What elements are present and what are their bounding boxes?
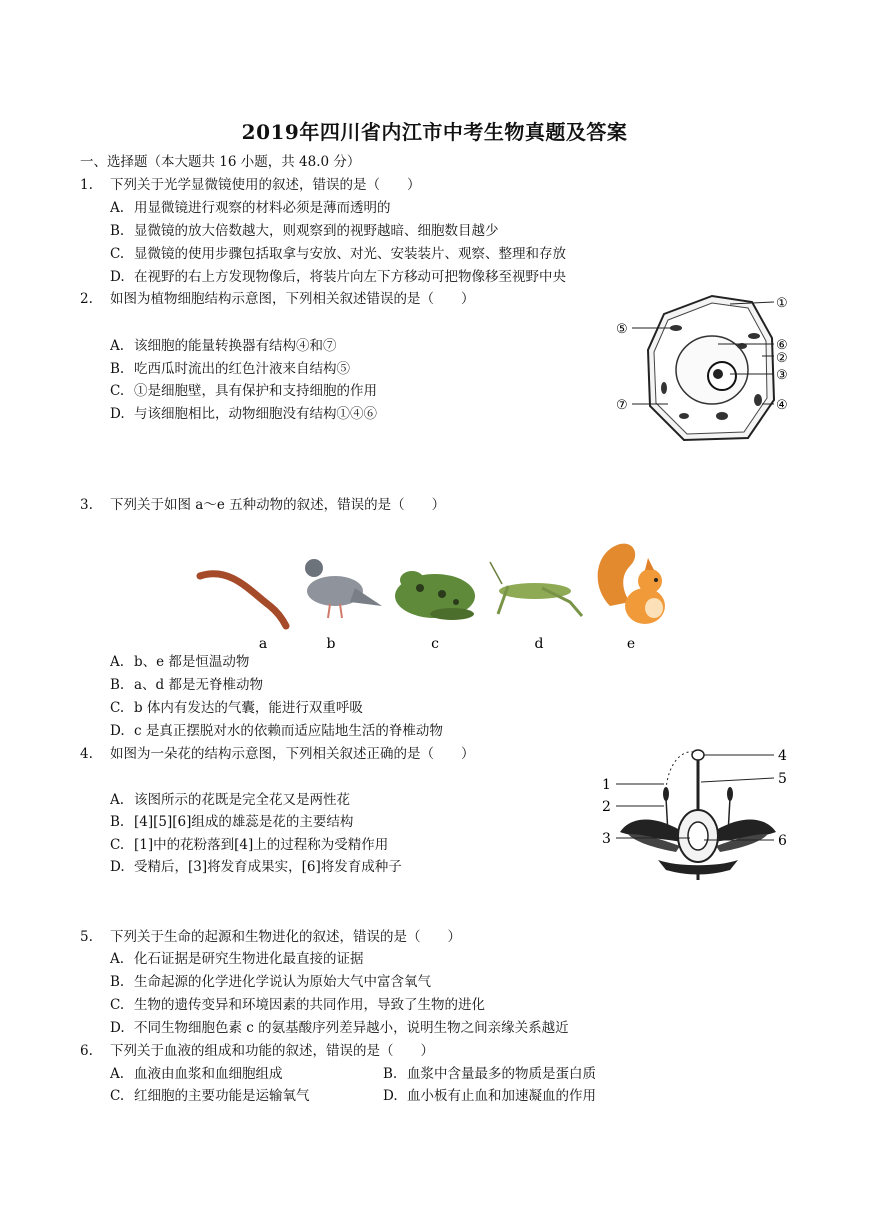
option-text: c 是真正摆脱对水的依赖而适应陆地生活的脊椎动物 (134, 723, 443, 739)
question-3-stem (80, 496, 445, 514)
earthworm-image (200, 574, 286, 626)
diagram-label: ⑤ (616, 322, 628, 337)
anther-right (727, 787, 733, 801)
diagram-label: ③ (776, 368, 788, 383)
page-title: 2019年四川省内江市中考生物真题及答案 (241, 120, 628, 144)
q1-option-a (110, 199, 391, 217)
option-text: 吃西瓜时流出的红色汁液来自结构⑤ (134, 361, 350, 377)
grasshopper-image (490, 562, 582, 616)
q6-option-b (383, 1065, 596, 1083)
nucleolus (713, 369, 723, 379)
diagram-label: 4 (778, 748, 787, 764)
question-2-stem (80, 290, 475, 308)
option-text: 与该细胞相比，动物细胞没有结构①④⑥ (134, 406, 377, 422)
q1-option-c (110, 245, 566, 263)
question-text: 下列关于血液的组成和功能的叙述，错误的是（ ） (110, 1043, 434, 1059)
option-text: b、e 都是恒温动物 (134, 654, 250, 670)
option-text: 显微镜的放大倍数越大，则观察到的视野越暗、细胞数目越少 (134, 223, 499, 239)
section-heading: 一、选择题（本大题共 16 小题，共 48.0 分） (80, 154, 361, 170)
option-letter: C. (110, 246, 125, 262)
diagram-label: ① (776, 296, 788, 311)
diagram-label: ④ (776, 398, 788, 413)
flower-diagram (598, 742, 796, 882)
animal-label: e (626, 636, 636, 652)
option-letter: B. (110, 974, 125, 990)
q6-option-a (110, 1065, 283, 1083)
option-text: [1]中的花粉落到[4]上的过程称为受精作用 (134, 837, 389, 853)
option-text: 显微镜的使用步骤包括取拿与安放、对光、安装装片、观察、整理和存放 (134, 246, 566, 262)
animal-label: d (534, 636, 544, 652)
option-text: 该细胞的能量转换器有结构④和⑦ (134, 338, 337, 354)
question-text: 如图为一朵花的结构示意图，下列相关叙述正确的是（ ） (110, 746, 475, 762)
question-5-stem (80, 928, 461, 946)
option-text: b 体内有发达的气囊，能进行双重呼吸 (134, 700, 363, 716)
q6-option-d (383, 1087, 596, 1105)
q3-option-d (110, 722, 443, 740)
question-text: 下列关于光学显微镜使用的叙述，错误的是（ ） (110, 177, 421, 193)
diagram-label: ⑦ (616, 398, 628, 413)
q3-option-a (110, 653, 249, 671)
q6-option-c (110, 1087, 310, 1105)
option-letter: B. (110, 361, 125, 377)
chloroplast-shape (661, 382, 667, 394)
q1-option-b (110, 222, 499, 240)
chloroplast-shape (679, 413, 689, 419)
option-text: 化石证据是研究生物进化最直接的证据 (134, 951, 364, 967)
squirrel-image (598, 544, 665, 624)
q2-option-b (110, 360, 350, 378)
q2-option-a (110, 337, 337, 355)
frog-image (395, 571, 475, 620)
diagram-label: 2 (602, 799, 611, 815)
label-leader-line (701, 778, 774, 782)
option-text: 血液由血浆和血细胞组成 (134, 1066, 283, 1082)
q5-option-d (110, 1019, 569, 1037)
option-text: 受精后，[3]将发育成果实，[6]将发育成种子 (134, 859, 402, 875)
option-letter: D. (110, 859, 125, 875)
stigma (692, 750, 704, 760)
animal-label: c (431, 636, 439, 652)
question-4-stem (80, 745, 475, 763)
animals-figure (190, 536, 680, 654)
question-text: 下列关于生命的起源和生物进化的叙述，错误的是（ ） (110, 929, 461, 945)
option-text: [4][5][6]组成的雄蕊是花的主要结构 (134, 814, 354, 830)
q5-option-a (110, 950, 364, 968)
option-letter: D. (110, 269, 125, 285)
option-letter: B. (110, 814, 125, 830)
option-text: 不同生物细胞色素 c 的氨基酸序列差异越小，说明生物之间亲缘关系越近 (134, 1020, 569, 1036)
option-text: 用显微镜进行观察的材料必须是薄而透明的 (134, 200, 391, 216)
option-text: 在视野的右上方发现物像后，将装片向左下方移动可把物像移至视野中央 (134, 269, 566, 285)
question-number: 4. (80, 746, 93, 762)
option-text: 生物的遗传变异和环境因素的共同作用，导致了生物的进化 (134, 997, 485, 1013)
option-letter: A. (110, 792, 125, 808)
option-letter: A. (110, 1066, 125, 1082)
option-letter: D. (110, 406, 125, 422)
chloroplast-shape (748, 333, 760, 339)
option-letter: D. (110, 723, 125, 739)
pollination-path (666, 752, 693, 790)
diagram-label: ⑥ (776, 338, 788, 353)
diagram-label: 1 (602, 777, 611, 793)
question-number: 2. (80, 291, 93, 307)
chloroplast-shape (716, 412, 728, 420)
question-number: 1. (80, 177, 93, 193)
option-text: ①是细胞壁，具有保护和支持细胞的作用 (134, 383, 377, 399)
option-text: 生命起源的化学进化学说认为原始大气中富含氧气 (134, 974, 431, 990)
option-text: 血浆中含量最多的物质是蛋白质 (407, 1066, 596, 1082)
q4-option-d (110, 858, 402, 876)
q1-option-d (110, 268, 566, 286)
option-text: 红细胞的主要功能是运输氧气 (134, 1088, 310, 1104)
q5-option-c (110, 996, 485, 1014)
q4-option-b (110, 813, 353, 831)
option-letter: B. (383, 1066, 398, 1082)
q3-option-b (110, 676, 263, 694)
option-letter: C. (110, 837, 125, 853)
question-number: 5. (80, 929, 93, 945)
q4-option-a (110, 791, 350, 809)
option-letter: C. (110, 1088, 125, 1104)
option-text: 该图所示的花既是完全花又是两性花 (134, 792, 350, 808)
diagram-label: 3 (602, 831, 611, 847)
question-1-stem (80, 176, 421, 194)
q2-option-c (110, 382, 377, 400)
animal-label: a (258, 636, 268, 652)
question-text: 如图为植物细胞结构示意图，下列相关叙述错误的是（ ） (110, 291, 475, 307)
option-text: 血小板有止血和加速凝血的作用 (407, 1088, 596, 1104)
diagram-label: 6 (778, 833, 787, 849)
option-letter: B. (110, 677, 125, 693)
q2-option-d (110, 405, 377, 423)
option-letter: C. (110, 700, 125, 716)
q5-option-b (110, 973, 431, 991)
option-letter: C. (110, 997, 125, 1013)
question-number: 3. (80, 497, 93, 513)
option-text: a、d 都是无脊椎动物 (134, 677, 263, 693)
chloroplast-shape (754, 394, 762, 406)
option-letter: A. (110, 338, 125, 354)
plant-cell-diagram (612, 288, 802, 448)
ovule (688, 822, 708, 850)
option-letter: D. (383, 1088, 398, 1104)
question-6-stem (80, 1042, 434, 1060)
question-number: 6. (80, 1043, 93, 1059)
option-letter: B. (110, 223, 125, 239)
option-letter: A. (110, 951, 125, 967)
option-letter: A. (110, 654, 125, 670)
q3-option-c (110, 699, 363, 717)
animal-label: b (326, 636, 336, 652)
diagram-label: 5 (778, 771, 787, 787)
q4-option-c (110, 836, 388, 854)
option-letter: A. (110, 200, 125, 216)
pigeon-image (305, 559, 382, 618)
question-text: 下列关于如图 a～e 五种动物的叙述，错误的是（ ） (110, 497, 446, 513)
option-letter: D. (110, 1020, 125, 1036)
diagram-label: ② (776, 351, 788, 366)
option-letter: C. (110, 383, 125, 399)
